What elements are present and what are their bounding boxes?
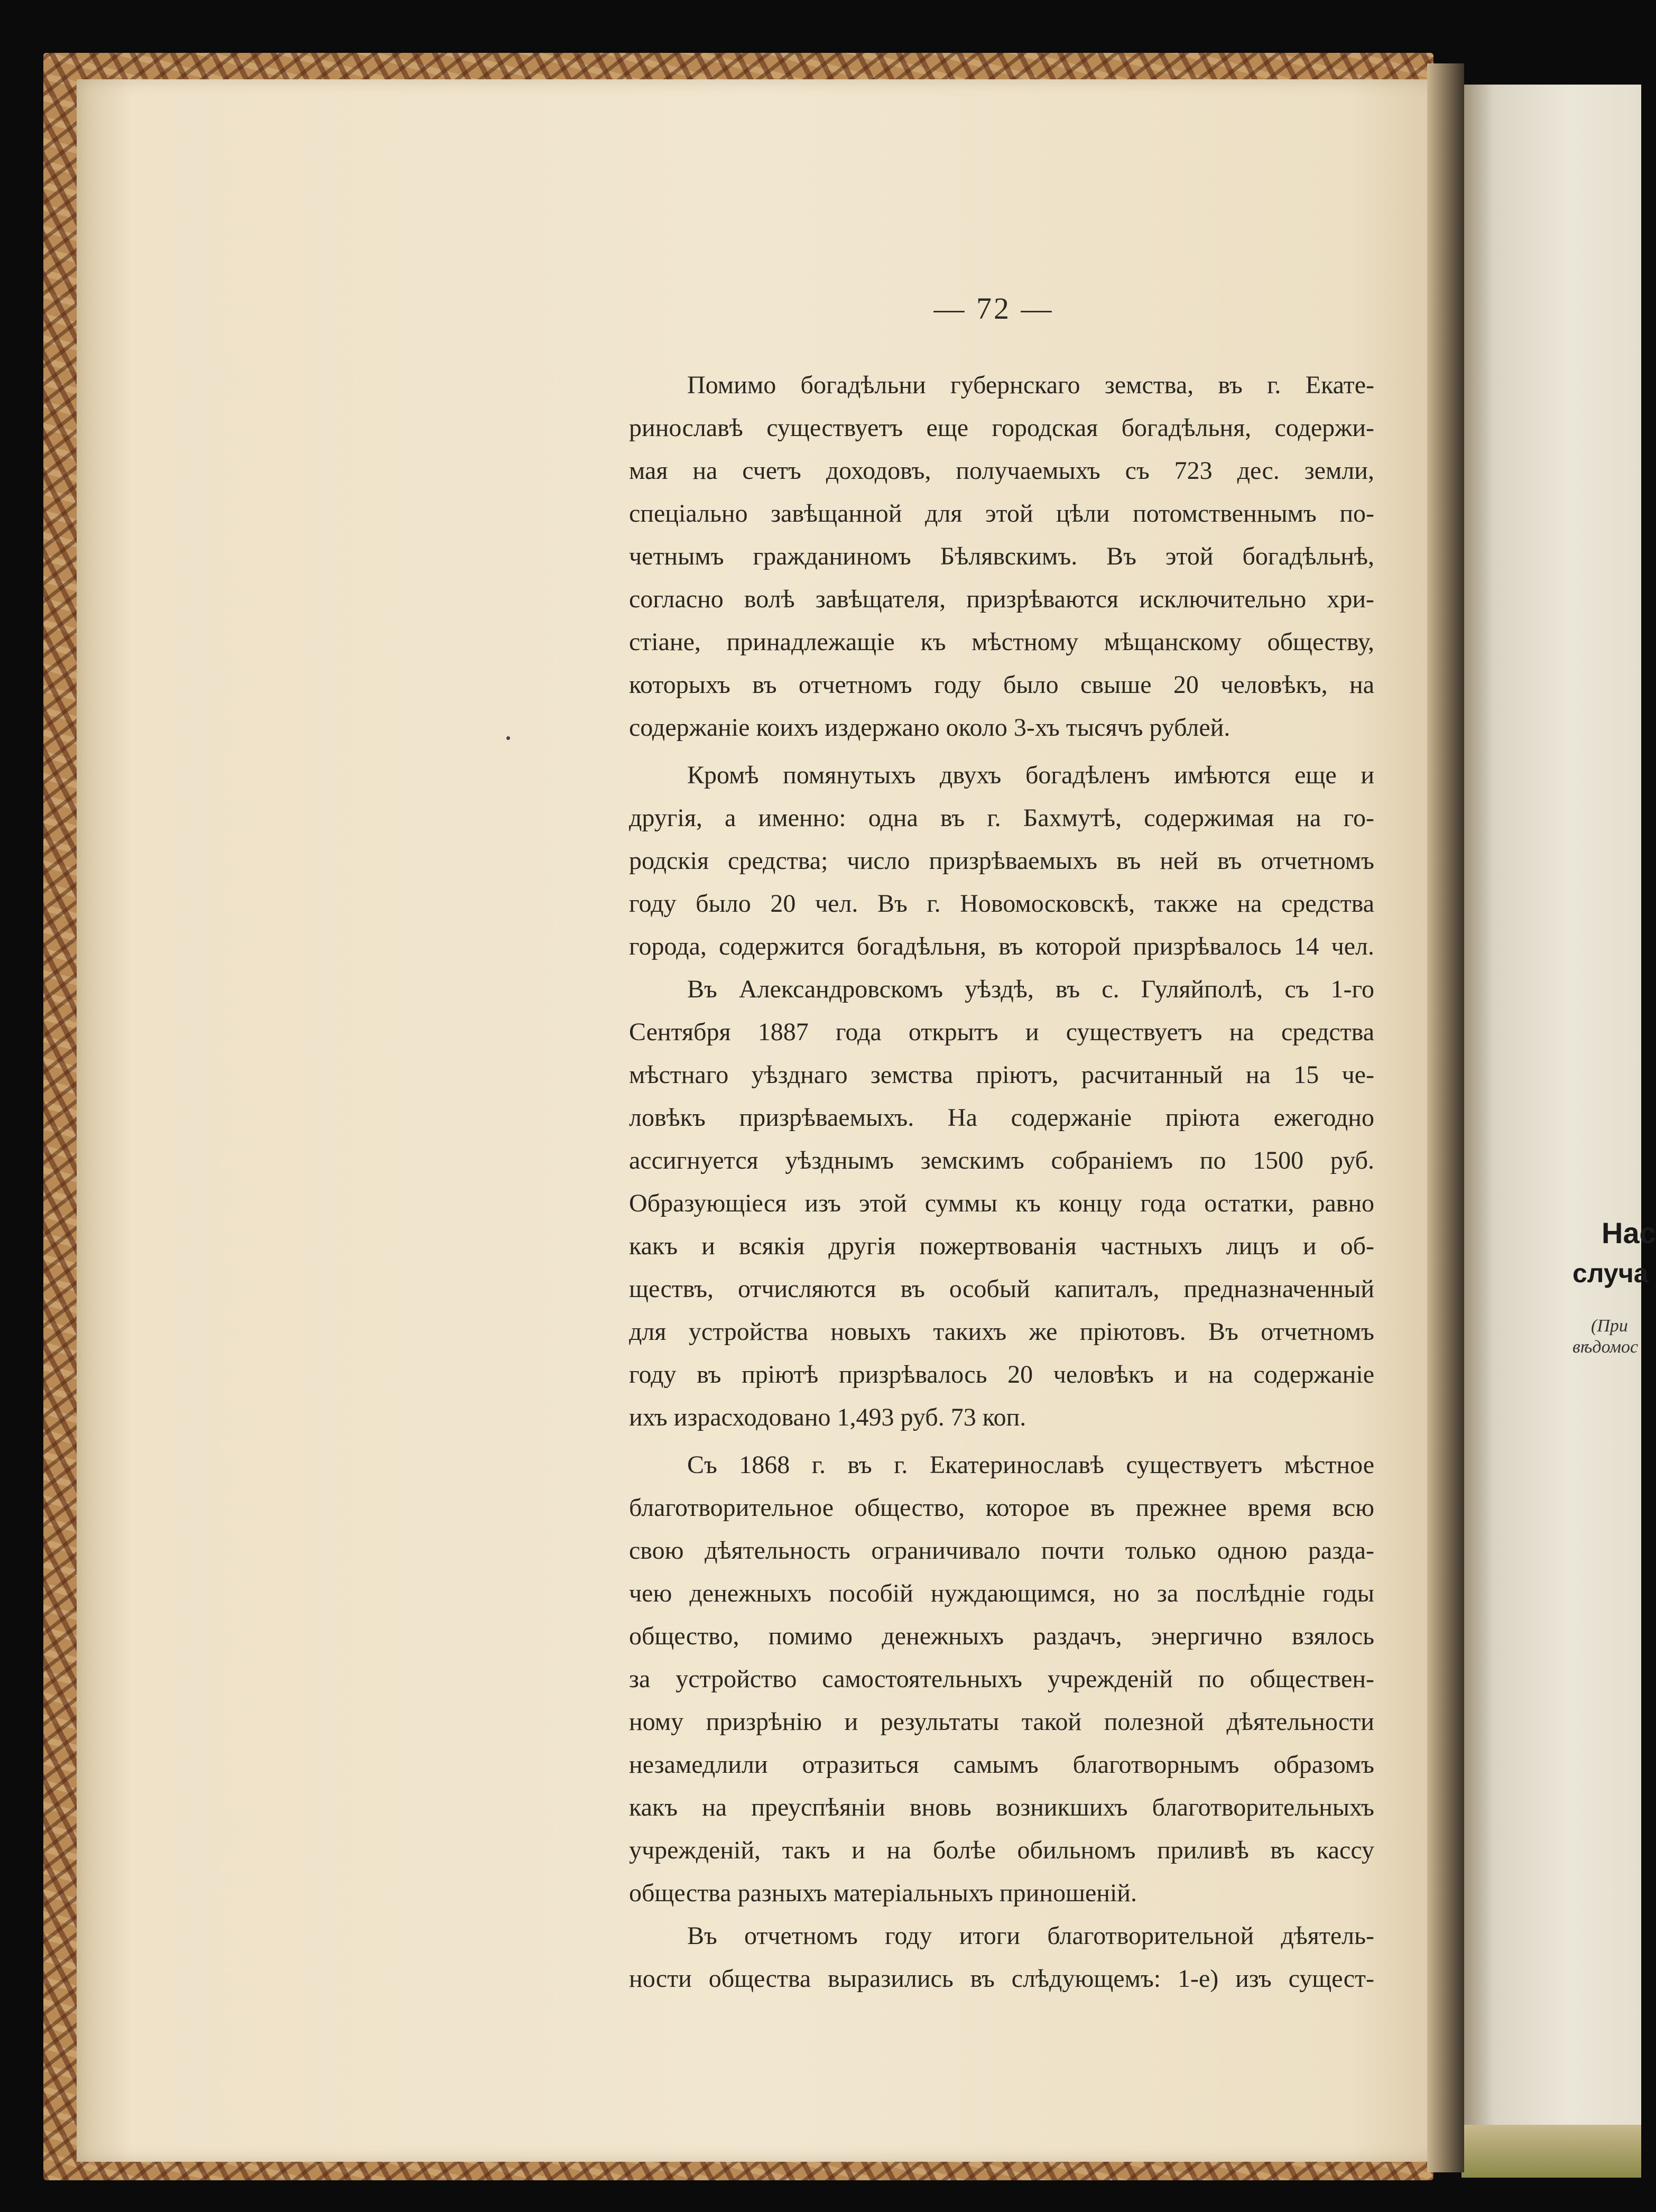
text-line: Образующіеся изъ этой суммы къ концу года остатки, равно (629, 1189, 1374, 1217)
text-line: году въ пріютѣ призрѣвалось 20 человѣкъ и на содержаніе (629, 1360, 1374, 1389)
ink-speck (506, 736, 510, 740)
next-page-subheading: случа (1572, 1258, 1649, 1288)
text-line: общества разныхъ матеріальныхъ приношеній. (629, 1879, 1137, 1907)
next-page-edge (1461, 2125, 1641, 2178)
text-line: которыхъ въ отчетномъ году было свыше 20 человѣкъ, на (629, 671, 1374, 699)
text-line: Помимо богадѣльни губернскаго земства, въ г. Екате- (687, 371, 1374, 399)
text-line: незамедлили отразиться самымъ благотворнымъ образомъ (629, 1751, 1374, 1779)
page-number: — 72 — (933, 291, 1054, 326)
page-gutter (1427, 63, 1464, 2172)
text-line: благотворительное общество, которое въ прежнее время всю (629, 1494, 1374, 1522)
text-line: стіане, принадлежащіе къ мѣстному мѣщанскому обществу, (629, 628, 1374, 656)
next-page-note: вѣдомос (1572, 1337, 1639, 1357)
text-line: ринославѣ существуетъ еще городская богадѣльня, содержи- (629, 414, 1374, 442)
text-line: согласно волѣ завѣщателя, призрѣваются исключительно хри- (629, 585, 1374, 613)
text-line: свою дѣятельность ограничивало почти только одною разда- (629, 1537, 1374, 1565)
text-line: Сентября 1887 года открытъ и существуетъ на средства (629, 1018, 1374, 1046)
next-page-heading: Нас (1602, 1216, 1656, 1250)
text-line: чею денежныхъ пособій нуждающимся, но за послѣдніе годы (629, 1579, 1374, 1607)
text-line: четнымъ гражданиномъ Бѣлявскимъ. Въ этой богадѣльнѣ, (629, 542, 1374, 570)
text-line: Съ 1868 г. въ г. Екатеринославѣ существуетъ мѣстное (687, 1451, 1374, 1479)
text-line: ществъ, отчисляются въ особый капиталъ, предназначенный (629, 1275, 1374, 1303)
text-line: учрежденій, такъ и на болѣе обильномъ приливѣ въ кассу (629, 1836, 1374, 1864)
text-line: другія, а именно: одна въ г. Бахмутѣ, содержимая на го- (629, 804, 1374, 832)
text-line: мѣстнаго уѣзднаго земства пріютъ, расчитанный на 15 че- (629, 1061, 1374, 1089)
text-line: ному призрѣнію и результаты такой полезной дѣятельности (629, 1708, 1374, 1736)
text-line: спеціально завѣщанной для этой цѣли потомственнымъ по- (629, 499, 1374, 527)
text-line: году было 20 чел. Въ г. Новомосковскѣ, также на средства (629, 890, 1374, 918)
text-line: ихъ израсходовано 1,493 руб. 73 коп. (629, 1403, 1026, 1431)
text-line: какъ на преуспѣяніи вновь возникшихъ благотворительныхъ (629, 1793, 1374, 1821)
text-line: мая на счетъ доходовъ, получаемыхъ съ 723 дес. земли, (629, 457, 1374, 485)
text-line: для устройства новыхъ такихъ же пріютовъ. Въ отчетномъ (629, 1318, 1374, 1346)
text-line: за устройство самостоятельныхъ учрежденій по обществен- (629, 1665, 1374, 1693)
next-page (1461, 85, 1641, 2178)
text-line: содержаніе коихъ издержано около 3-хъ тысячъ рублей. (629, 714, 1231, 742)
text-line: какъ и всякія другія пожертвованія частныхъ лицъ и об- (629, 1232, 1374, 1260)
text-line: города, содержится богадѣльня, въ которой призрѣвалось 14 чел. (629, 932, 1374, 960)
text-line: Кромѣ помянутыхъ двухъ богадѣленъ имѣются еще и (687, 761, 1374, 789)
text-line: общество, помимо денежныхъ раздачъ, энергично взялось (629, 1622, 1374, 1650)
text-line: ассигнуется уѣзднымъ земскимъ собраніемъ по 1500 руб. (629, 1146, 1374, 1174)
page-text (629, 364, 1374, 2000)
text-line: Въ Александровскомъ уѣздѣ, въ с. Гуляйполѣ, съ 1-го (687, 975, 1374, 1003)
next-page-note: (При (1591, 1316, 1628, 1336)
text-line: родскія средства; число призрѣваемыхъ въ ней въ отчетномъ (629, 847, 1374, 875)
text-line: ловѣкъ призрѣваемыхъ. На содержаніе пріюта ежегодно (629, 1104, 1374, 1132)
text-line: ности общества выразились въ слѣдующемъ: 1-е) изъ сущест- (629, 1965, 1374, 1993)
text-line: Въ отчетномъ году итоги благотворительной дѣятель- (687, 1922, 1374, 1950)
